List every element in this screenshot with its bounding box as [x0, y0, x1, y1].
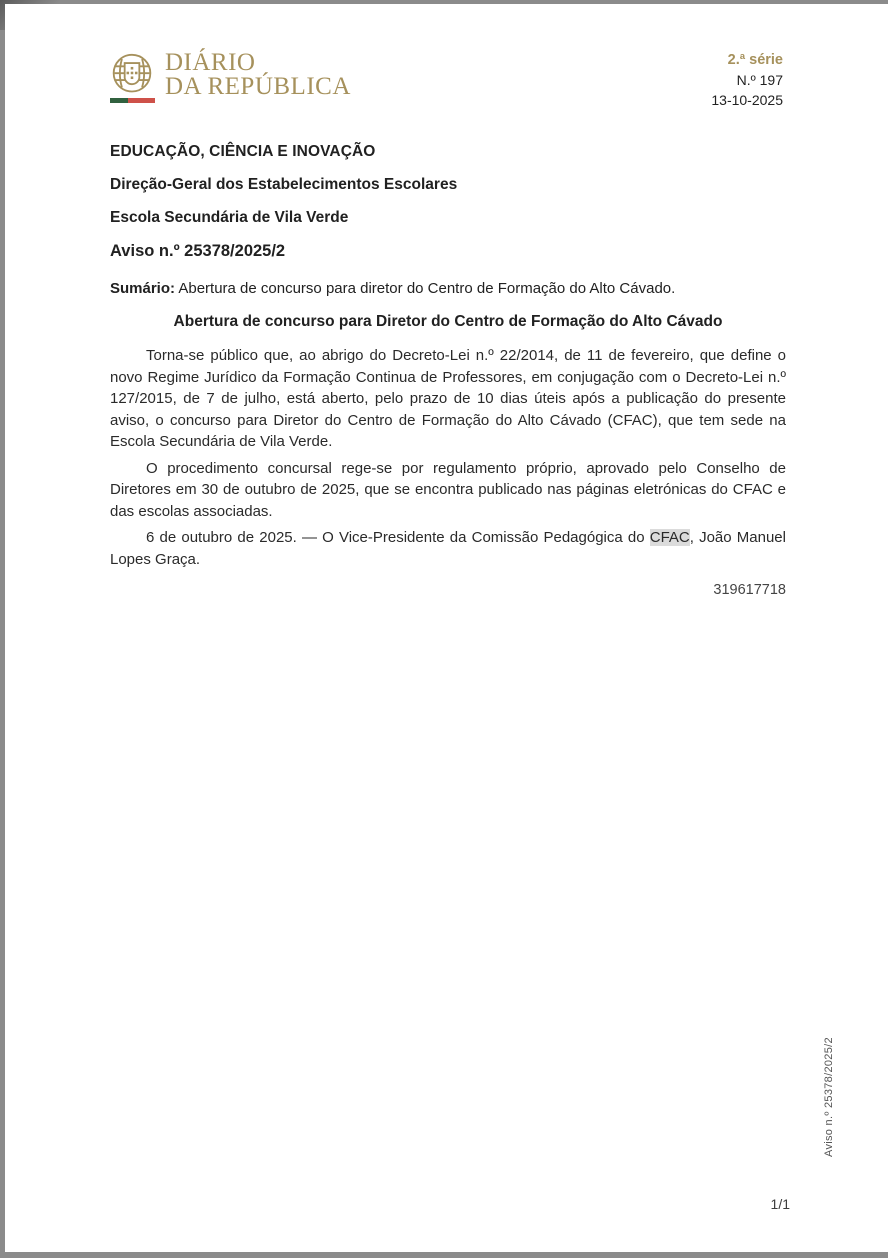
- search-highlight: CFAC: [649, 529, 690, 546]
- gazette-logo-line1: DIÁRIO: [165, 49, 256, 76]
- paragraph-1: Torna-se público que, ao abrigo do Decreto-Lei n.º 22/2014, de 11 de fevereiro, que define o novo Regime Jurídico da Formação Continua de Professores, em conjugação com o Decreto-Lei n.º 127/2015, de 7 de julho, está aberto, pelo prazo de 10 dias úteis após a publicação do presente aviso, o concurso para Diretor do Centro de Formação do Alto Cávado (CFAC), que tem sede na Escola Secundária de Vila Verde.: [110, 347, 786, 450]
- signature-post: , João Manuel Lopes Graça.: [110, 529, 786, 568]
- flag-red-segment: [128, 98, 155, 103]
- school-heading: Escola Secundária de Vila Verde: [110, 209, 349, 226]
- issue-info: [711, 50, 783, 110]
- vertical-notice-reference: Aviso n.º 25378/2025/2: [823, 1037, 835, 1157]
- page-indicator: 1/1: [770, 1196, 790, 1212]
- registry-number: 319617718: [713, 582, 786, 598]
- gazette-logo: [165, 51, 351, 98]
- notice-content: [110, 142, 786, 599]
- signature-paragraph: [110, 527, 786, 570]
- summary-text: Abertura de concurso para diretor do Centro de Formação do Alto Cávado.: [175, 280, 676, 297]
- armillary-sphere-shield-icon: [110, 53, 154, 97]
- summary-label: Sumário:: [110, 280, 176, 297]
- portugal-flag-bar-icon: [110, 98, 155, 103]
- issue-date: 13-10-2025: [711, 92, 783, 108]
- gazette-logo-line2: DA REPÚBLICA: [165, 72, 351, 100]
- notice-title: Abertura de concurso para Diretor do Centro de Formação do Alto Cávado: [173, 313, 723, 330]
- paragraph-2: O procedimento concursal rege-se por regulamento próprio, aprovado pelo Conselho de Diretores em 30 de outubro de 2025, que se encontra publicado nas páginas eletrónicas do CFAC e das escolas associadas.: [110, 459, 786, 520]
- gazette-page: [5, 4, 888, 1252]
- ministry-heading: EDUCAÇÃO, CIÊNCIA E INOVAÇÃO: [110, 143, 376, 160]
- summary-line: [110, 279, 786, 299]
- issue-series: 2.ª série: [727, 52, 783, 68]
- flag-green-segment: [110, 98, 128, 103]
- department-heading: Direção-Geral dos Estabelecimentos Escolares: [110, 176, 458, 193]
- notice-number-heading: Aviso n.º 25378/2025/2: [110, 242, 286, 260]
- issue-number: N.º 197: [736, 72, 783, 88]
- signature-pre: 6 de outubro de 2025. — O Vice-Presidente da Comissão Pedagógica do: [146, 529, 650, 546]
